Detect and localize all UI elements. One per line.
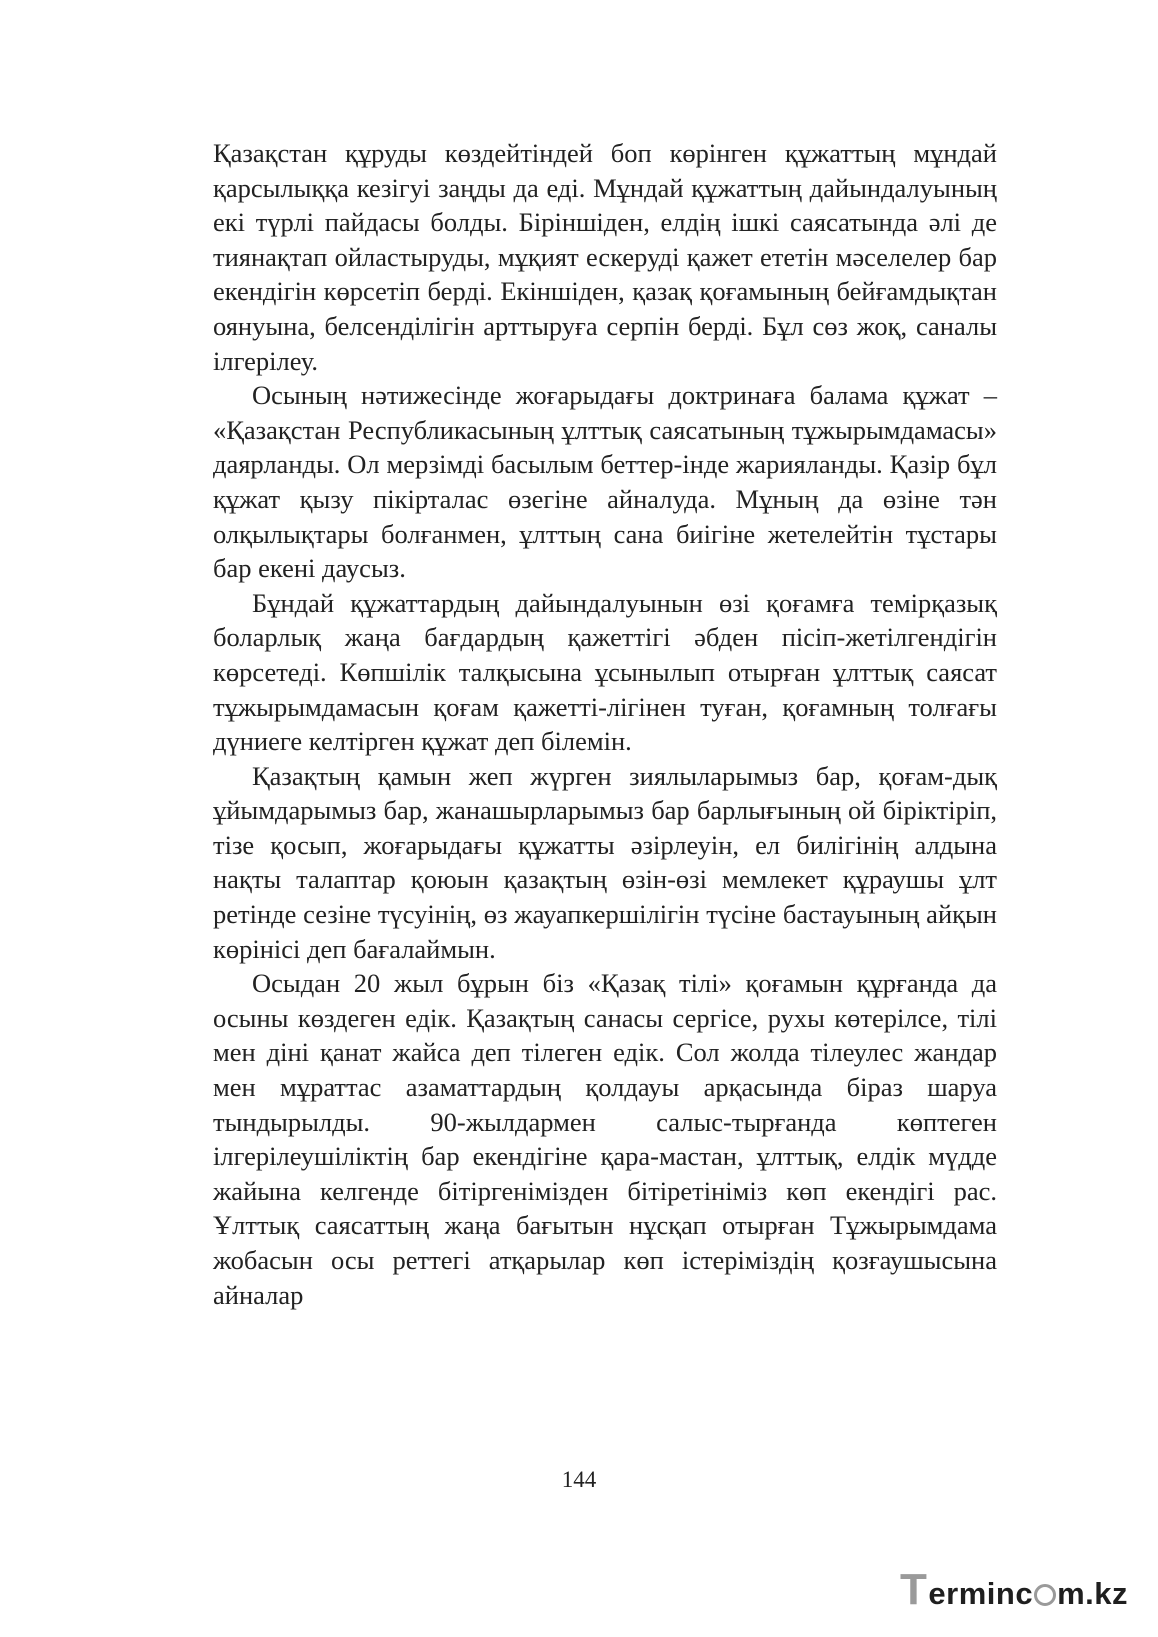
watermark-text-part2: m.kz: [1057, 1576, 1128, 1611]
paragraph-1: Қазақстан құруды көздейтіндей боп көрінген құжаттың мұндай қарсылыққа кезігуі заңды да еді. Мұндай құжаттың дайындалуының екі түрлі пайдасы болды. Біріншіден, елдің ішкі саясатында әлі де тиянақтап ойластыруды, мұқият ескеруді қажет ететін мәселелер бар екендігін көрсетіп берді. Екіншіден, қазақ қоғамының бейғамдықтан оянуына, белсенділігін арттыруға серпін берді. Бұл сөз жоқ, саналы ілгерілеу.: [213, 138, 997, 376]
paragraph-4: Қазақтың қамын жеп жүрген зиялыларымыз бар, қоғам-дық ұйымдарымыз бар, жанашырларымыз бар барлығының ой біріктіріп, тізе қосып, жоғарыдағы құжатты әзірлеуін, ел билігінің алдына нақты талаптар қоюын қазақтың өзін-өзі мемлекет құраушы ұлт ретінде сезіне түсуінің, өз жауапкершілігін түсіне бастауының айқын көрінісі деп бағалаймын.: [213, 760, 997, 964]
termincom-watermark: [900, 1565, 1128, 1615]
magnifier-icon: [1034, 1584, 1056, 1606]
watermark-t-logo: T: [900, 1565, 928, 1614]
paragraph-5: Осыдан 20 жыл бұрын біз «Қазақ тілі» қоғамын құрғанда да осыны көздеген едік. Қазақтың санасы сергісе, рухы көтерілсе, тілі мен діні қанат жайса деп тілеген едік. Сол жолда тілеулес жандар мен мұраттас азаматтардың қолдауы арқасында біраз шаруа тындырылды. 90-жылдармен салыс-тырғанда көптеген ілгерілеушіліктің бар екендігіне қара-мастан, ұлттық, елдік мүдде жайына келгенде бітіргенімізден бітіретініміз көп екендігі рас. Ұлттық саясаттың жаңа бағытын нұсқап отырған Тұжырымдама жобасын осы реттегі атқарылар көп істеріміздің қозғаушысына айналар: [213, 968, 997, 1310]
page-number: 144: [561, 1467, 597, 1492]
page-body: [213, 136, 997, 1312]
paragraph-3: Бұндай құжаттардың дайындалуынын өзі қоғамға темірқазық боларлық жаңа бағдардың қажеттігі әбден пісіп-жетілгендігін көрсетеді. Көпшілік талқысына ұсынылып отырған ұлттық саясат тұжырымдамасын қоғам қажетті-лігінен туған, қоғамның толғағы дүниеге келтірген құжат деп білемін.: [213, 587, 997, 757]
watermark-text-part1: erminc: [928, 1576, 1034, 1611]
paragraph-2: Осының нәтижесінде жоғарыдағы доктринаға балама құжат – «Қазақстан Республикасының ұлттық саясатының тұжырымдамасы» даярланды. Ол мерзімді басылым беттер-інде жарияланды. Қазір бұл құжат қызу пікірталас өзегіне айналуда. Мұның да өзіне тән олқылықтары болғанмен, ұлттың сана биігіне жетелейтін тұстары бар екені даусыз.: [213, 380, 997, 584]
